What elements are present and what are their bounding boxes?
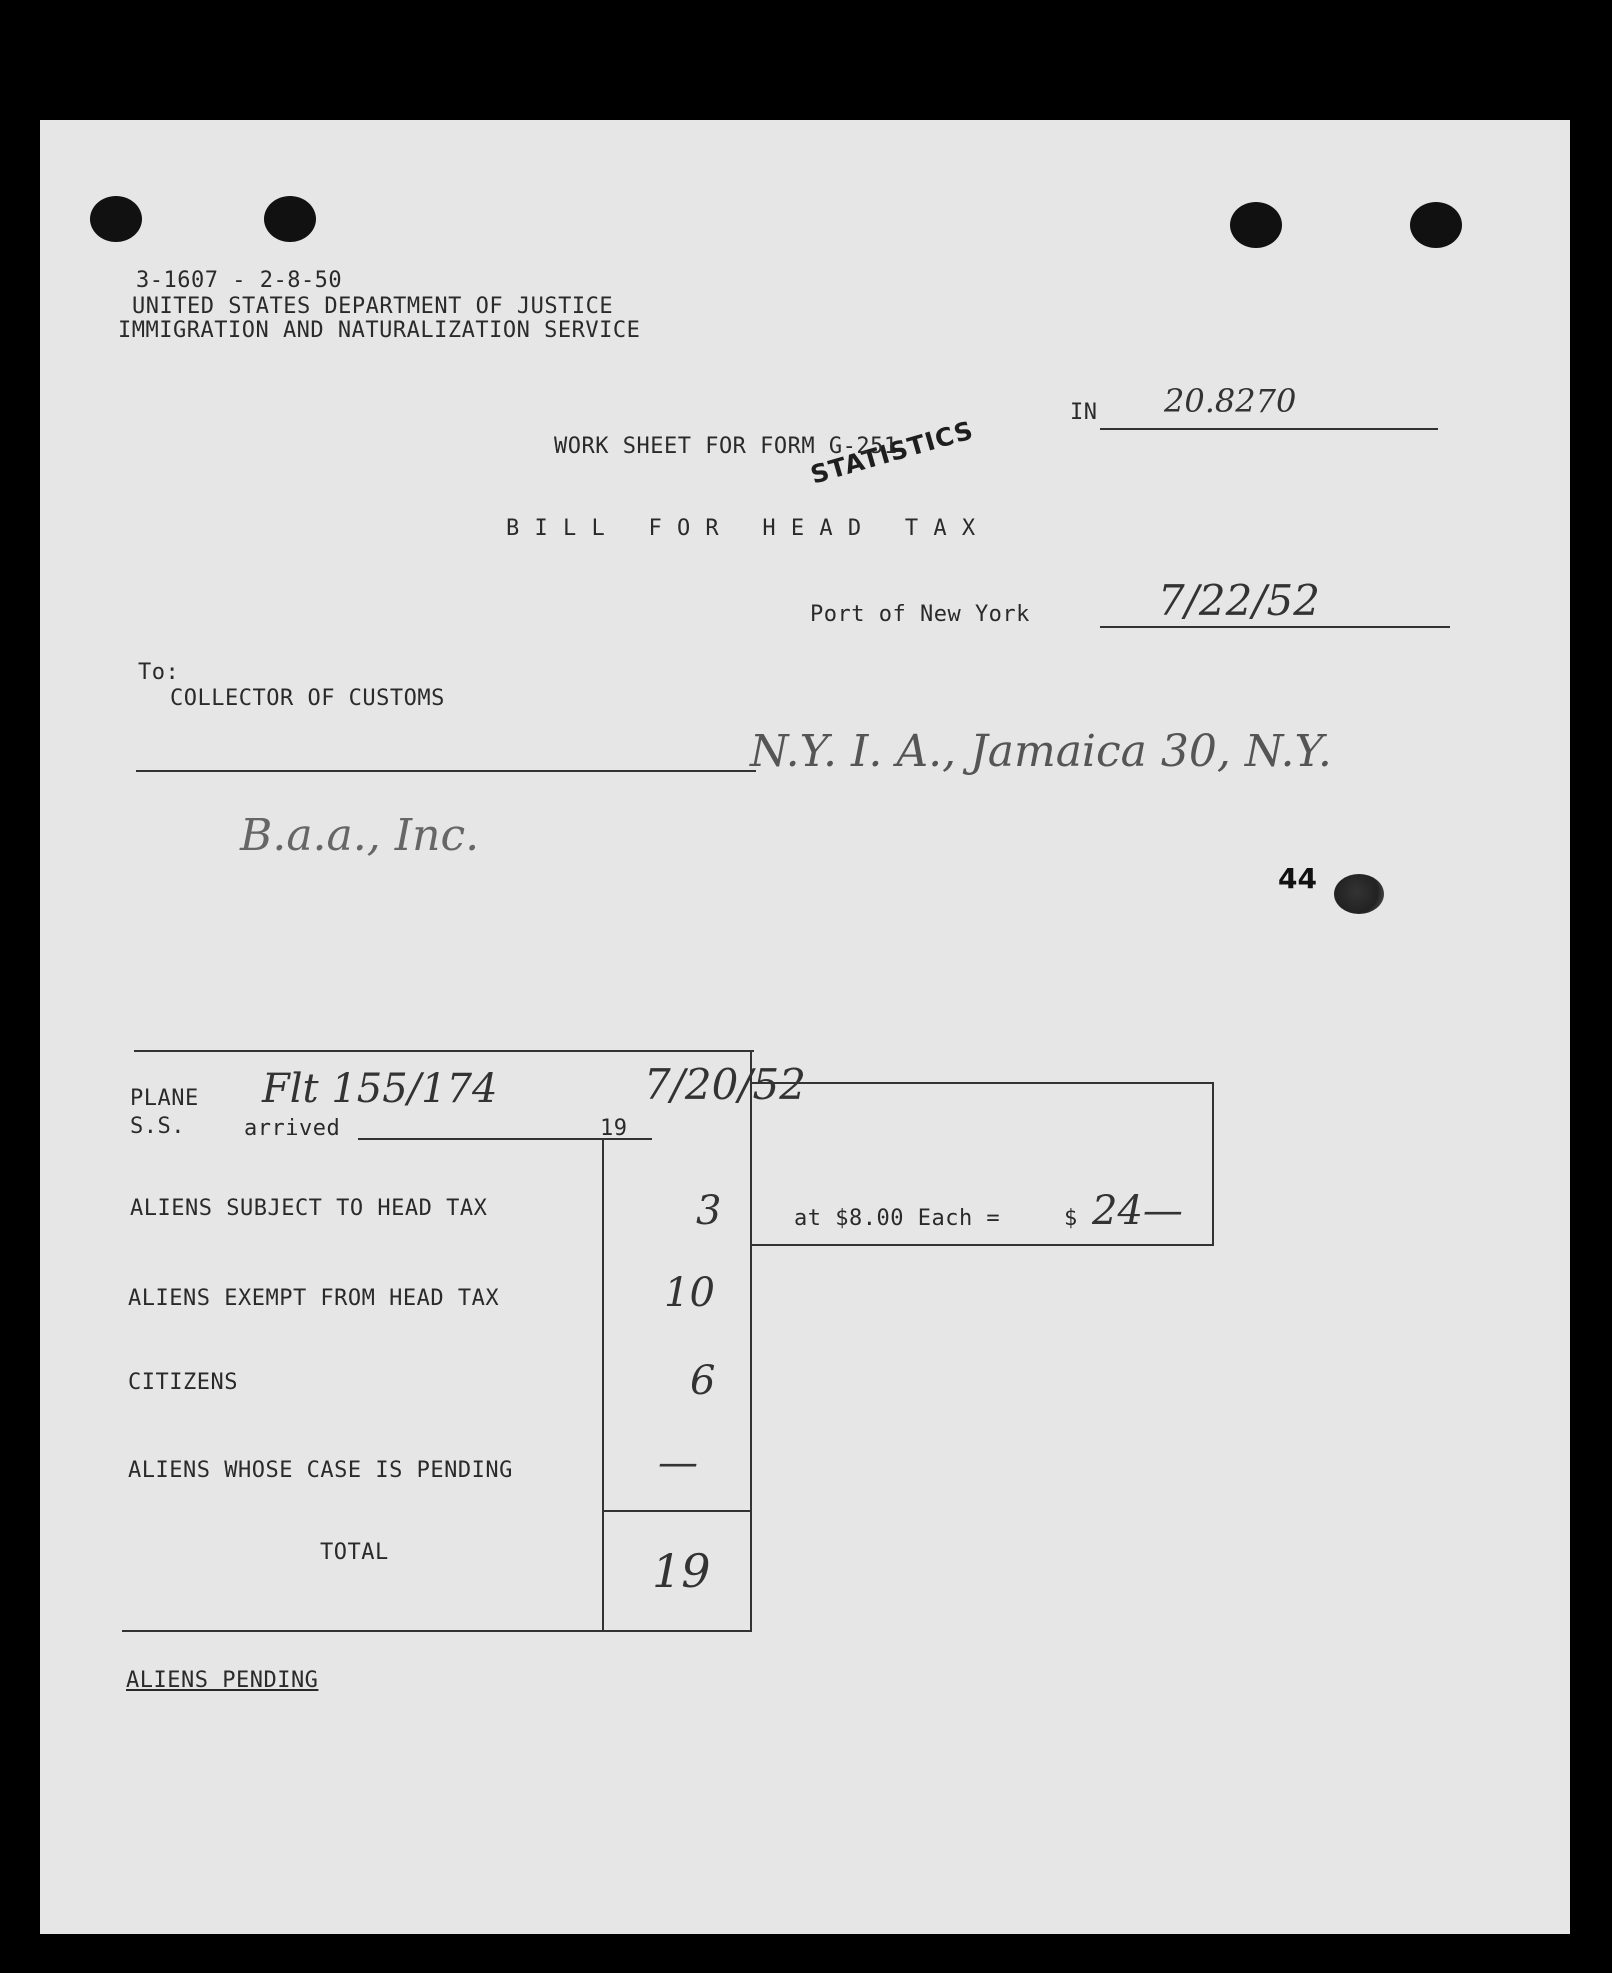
rate-text: at $8.00 Each = <box>794 1206 1001 1231</box>
punch-hole <box>1410 202 1462 248</box>
form-title: WORK SHEET FOR FORM G-251 <box>554 434 898 459</box>
row-value-citizens: 6 <box>690 1358 716 1404</box>
page-number: 44 <box>1278 862 1317 895</box>
address-line <box>136 770 756 772</box>
collector-label: COLLECTOR OF CUSTOMS <box>170 686 445 711</box>
port-date: 7/22/52 <box>1158 576 1320 625</box>
rate-box-right <box>1212 1082 1214 1246</box>
row-label-pending: ALIENS WHOSE CASE IS PENDING <box>128 1458 513 1483</box>
row-value-subject: 3 <box>696 1188 722 1234</box>
amount-currency: $ <box>1064 1206 1078 1231</box>
row-value-pending: — <box>658 1440 698 1486</box>
rate-box-top <box>752 1082 1214 1084</box>
statistics-stamp: STATISTICS <box>807 415 977 490</box>
row-label-citizens: CITIZENS <box>128 1370 238 1395</box>
punch-hole <box>1230 202 1282 248</box>
service-name: IMMIGRATION AND NATURALIZATION SERVICE <box>118 318 641 343</box>
punch-hole <box>264 196 316 242</box>
arrived-label: arrived <box>244 1116 341 1141</box>
address-handwritten: N.Y. I. A., Jamaica 30, N.Y. <box>750 726 1332 777</box>
plane-label: PLANE <box>130 1086 199 1111</box>
aliens-pending-label: ALIENS PENDING <box>126 1668 319 1693</box>
to-label: To: <box>138 660 180 685</box>
year-prefix: 19 <box>600 1116 628 1141</box>
port-date-underline <box>1100 626 1450 628</box>
table-right-border <box>750 1050 752 1632</box>
company-handwritten: B.a.a., Inc. <box>240 810 480 861</box>
ink-blot <box>1334 874 1384 914</box>
ss-label: S.S. <box>130 1114 185 1139</box>
punch-hole <box>90 196 142 242</box>
in-number: 20.8270 <box>1164 382 1297 420</box>
rate-box-bottom <box>752 1244 1214 1246</box>
department-name: UNITED STATES DEPARTMENT OF JUSTICE <box>132 294 614 319</box>
arrival-date-handwritten: 7/20/52 <box>644 1060 806 1109</box>
table-bottom-line <box>122 1630 752 1632</box>
flight-handwritten: Flt 155/174 <box>262 1066 498 1112</box>
amount-handwritten: 24— <box>1092 1188 1183 1234</box>
arrived-underline <box>358 1138 602 1140</box>
row-label-exempt: ALIENS EXEMPT FROM HEAD TAX <box>128 1286 500 1311</box>
table-top-line <box>134 1050 754 1052</box>
in-number-underline <box>1100 428 1438 430</box>
value-column-left <box>602 1138 604 1632</box>
form-subtitle: B I L L F O R H E A D T A X <box>506 516 977 541</box>
total-label: TOTAL <box>320 1540 389 1565</box>
total-separator <box>602 1510 752 1512</box>
port-label: Port of New York <box>810 602 1030 627</box>
total-value: 19 <box>652 1544 711 1598</box>
row-label-subject: ALIENS SUBJECT TO HEAD TAX <box>130 1196 488 1221</box>
form-code: 3-1607 - 2-8-50 <box>136 268 343 293</box>
in-label: IN <box>1070 400 1098 425</box>
row-value-exempt: 10 <box>664 1270 715 1316</box>
document-page <box>40 120 1570 1934</box>
